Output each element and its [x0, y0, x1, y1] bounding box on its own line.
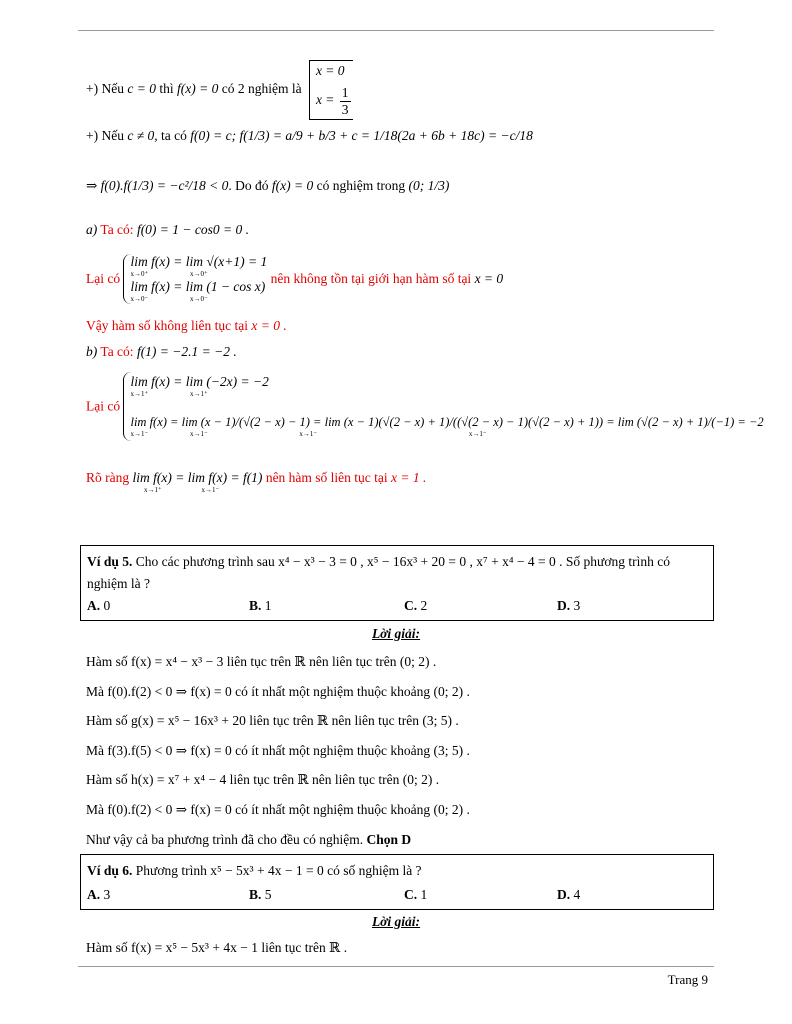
limit-b-right-sub: x→1⁺	[130, 390, 149, 399]
example-5-option-a[interactable]: A. 0	[87, 598, 111, 613]
part-a-expression: f(0) = 1 − cos0 = 0 .	[136, 222, 250, 237]
page-number: Trang 9	[667, 972, 708, 987]
solution-5-line-3: Hàm số g(x) = x⁵ − 16x³ + 20 liên tục trên ℝ nên liên tục trên (3; 5) .	[86, 713, 459, 728]
part-a	[86, 222, 249, 238]
case-text: có 2 nghiệm là	[221, 81, 302, 97]
sign-equation: f(x) = 0	[271, 178, 314, 193]
part-a-text: Ta có:	[100, 222, 134, 237]
part-a-label: a)	[86, 222, 98, 237]
limit-right-sub: x→0⁺	[130, 270, 149, 279]
solution-5-heading: Lời giải:	[371, 626, 421, 641]
solution-5-line-5: Hàm số h(x) = x⁷ + x⁴ − 4 liên tục trên ℝ nên liên tục trên (0; 2) .	[86, 772, 440, 787]
conclusion-a	[86, 318, 287, 334]
solution-5-line-1: Hàm số f(x) = x⁴ − x³ − 3 liên tục trên ℝ nên liên tục trên (0; 2) .	[86, 654, 437, 669]
conclusion-a-point: x = 0 .	[251, 318, 287, 333]
example-6-option-c[interactable]: C. 1	[404, 887, 428, 902]
example-5-option-c[interactable]: C. 2	[404, 598, 428, 613]
conclusion-b-expression: lim f(x) = lim f(x) = f(1)	[132, 470, 263, 485]
part-b-label: b)	[86, 344, 98, 359]
case2-condition: c ≠ 0	[127, 128, 155, 143]
sign-conclusion	[86, 178, 449, 194]
limits-b	[86, 372, 764, 441]
example-6-question: Phương trình x⁵ − 5x³ + 4x − 1 = 0 có số nghiệm là ?	[135, 863, 422, 878]
case-condition: c = 0	[127, 81, 156, 97]
case-c-nonzero	[86, 128, 533, 144]
example-5-question: Cho các phương trình sau x⁴ − x³ − 3 = 0 , x⁵ − 16x³ + 20 = 0 , x⁷ + x⁴ − 4 = 0 . Số phương trình có	[135, 554, 670, 569]
limit-b-left: lim f(x) = lim (x − 1)/(√(2 − x) − 1) = lim (x − 1)(√(2 − x) + 1)/((√(2 − x) − 1)(√(2 − x) + 1)) = lim (√(2 − x) + 1)/(−1) = −2	[130, 415, 764, 430]
limit-b-left-sub3: x→1⁻	[299, 430, 318, 439]
example-5-question-cont: nghiệm là ?	[87, 576, 150, 591]
limit-left-sub: x→0⁻	[130, 295, 149, 304]
example-6-option-a[interactable]: A. 3	[87, 887, 111, 902]
limit-b-left-sub4: x→1⁻	[468, 430, 487, 439]
solution-5-conclusion-text: Như vậy cả ba phương trình đã cho đều có nghiệm.	[86, 832, 364, 847]
conclusion-b-point: x = 1 .	[391, 470, 427, 485]
part-b-text: Ta có:	[100, 344, 134, 359]
limit-b-left-sub: x→1⁻	[130, 430, 149, 439]
case-c-zero	[86, 60, 353, 120]
example-6-option-b[interactable]: B. 5	[249, 887, 272, 902]
solution-5-line-4: Mà f(3).f(5) < 0 ⇒ f(x) = 0 có ít nhất một nghiệm thuộc khoảng (3; 5) .	[86, 743, 470, 758]
root-2-fraction: $\frac{1}{3}$	[341, 85, 349, 117]
example-6-option-d[interactable]: D. 4	[557, 887, 581, 902]
limits-a-system	[123, 254, 267, 304]
bottom-rule	[78, 966, 714, 967]
part-b-expression: f(1) = −2.1 = −2 .	[136, 344, 237, 359]
limit-left: lim f(x) = lim (1 − cos x)	[130, 279, 266, 295]
conclusion-b-sub1: x→1⁺	[144, 486, 162, 495]
limit-right: lim f(x) = lim √(x+1) = 1	[130, 254, 268, 269]
limit-b-left-sub2: x→1⁻	[189, 430, 208, 439]
solution-5-line-6: Mà f(0).f(2) < 0 ⇒ f(x) = 0 có ít nhất một nghiệm thuộc khoảng (0; 2) .	[86, 802, 470, 817]
conclusion-b-text2: nên hàm số liên tục tại	[265, 470, 388, 485]
limits-a-label: Lại có	[86, 271, 121, 287]
solution-5-choice: Chọn D	[366, 832, 412, 847]
case2-expression: f(0) = c; f(1/3) = a/9 + b/3 + c = 1/18(2a + 6b + 18c) = −c/18	[190, 128, 533, 143]
conclusion-b	[86, 470, 426, 495]
limit-b-right-sub2: x→1⁺	[189, 390, 208, 399]
sign-text2: có nghiệm trong	[316, 178, 406, 193]
limits-b-label: Lại có	[86, 398, 121, 414]
conclusion-b-text1: Rõ ràng	[86, 470, 130, 485]
sign-product: ⇒ f(0).f(1/3) = −c²/18 < 0	[86, 178, 229, 193]
conclusion-a-text: Vậy hàm số không liên tục tại	[86, 318, 248, 333]
case-equation: f(x) = 0	[176, 81, 219, 97]
example-6-title: Ví dụ 6.	[87, 863, 133, 878]
case2-text: , ta có	[154, 128, 187, 143]
limit-b-right: lim f(x) = lim (−2x) = −2	[130, 374, 269, 389]
limit-right-sub2: x→0⁺	[189, 270, 208, 279]
example-6-box	[80, 854, 714, 910]
example-5-option-b[interactable]: B. 1	[249, 598, 272, 613]
case-prefix: +) Nếu	[86, 81, 124, 97]
limits-b-system	[123, 372, 763, 441]
root-2: x =	[315, 92, 335, 108]
case-then: thì	[159, 81, 174, 97]
part-b	[86, 344, 237, 360]
limit-left-sub2: x→0⁻	[189, 295, 208, 304]
limits-a-text: nên không tồn tại giới hạn hàm số tại	[270, 271, 472, 287]
solution-6-heading: Lời giải:	[371, 914, 421, 929]
sign-interval: (0; 1/3)	[408, 178, 450, 193]
solution-6-line-1: Hàm số f(x) = x⁵ − 5x³ + 4x − 1 liên tục trên ℝ .	[86, 940, 348, 955]
roots-system	[309, 60, 353, 120]
solution-5-line-2: Mà f(0).f(2) < 0 ⇒ f(x) = 0 có ít nhất một nghiệm thuộc khoảng (0; 2) .	[86, 684, 470, 699]
example-5-box	[80, 545, 714, 621]
example-5-option-d[interactable]: D. 3	[557, 598, 581, 613]
conclusion-b-sub2: x→1⁻	[201, 486, 220, 495]
top-rule	[78, 30, 714, 31]
sign-text: . Do đó	[228, 178, 269, 193]
root-1: x = 0	[315, 63, 345, 78]
limits-a-point: x = 0	[474, 271, 504, 287]
solution-5-conclusion	[86, 832, 411, 848]
limits-a	[86, 254, 503, 304]
example-5-title: Ví dụ 5.	[87, 554, 133, 569]
case2-prefix: +) Nếu	[86, 128, 124, 143]
